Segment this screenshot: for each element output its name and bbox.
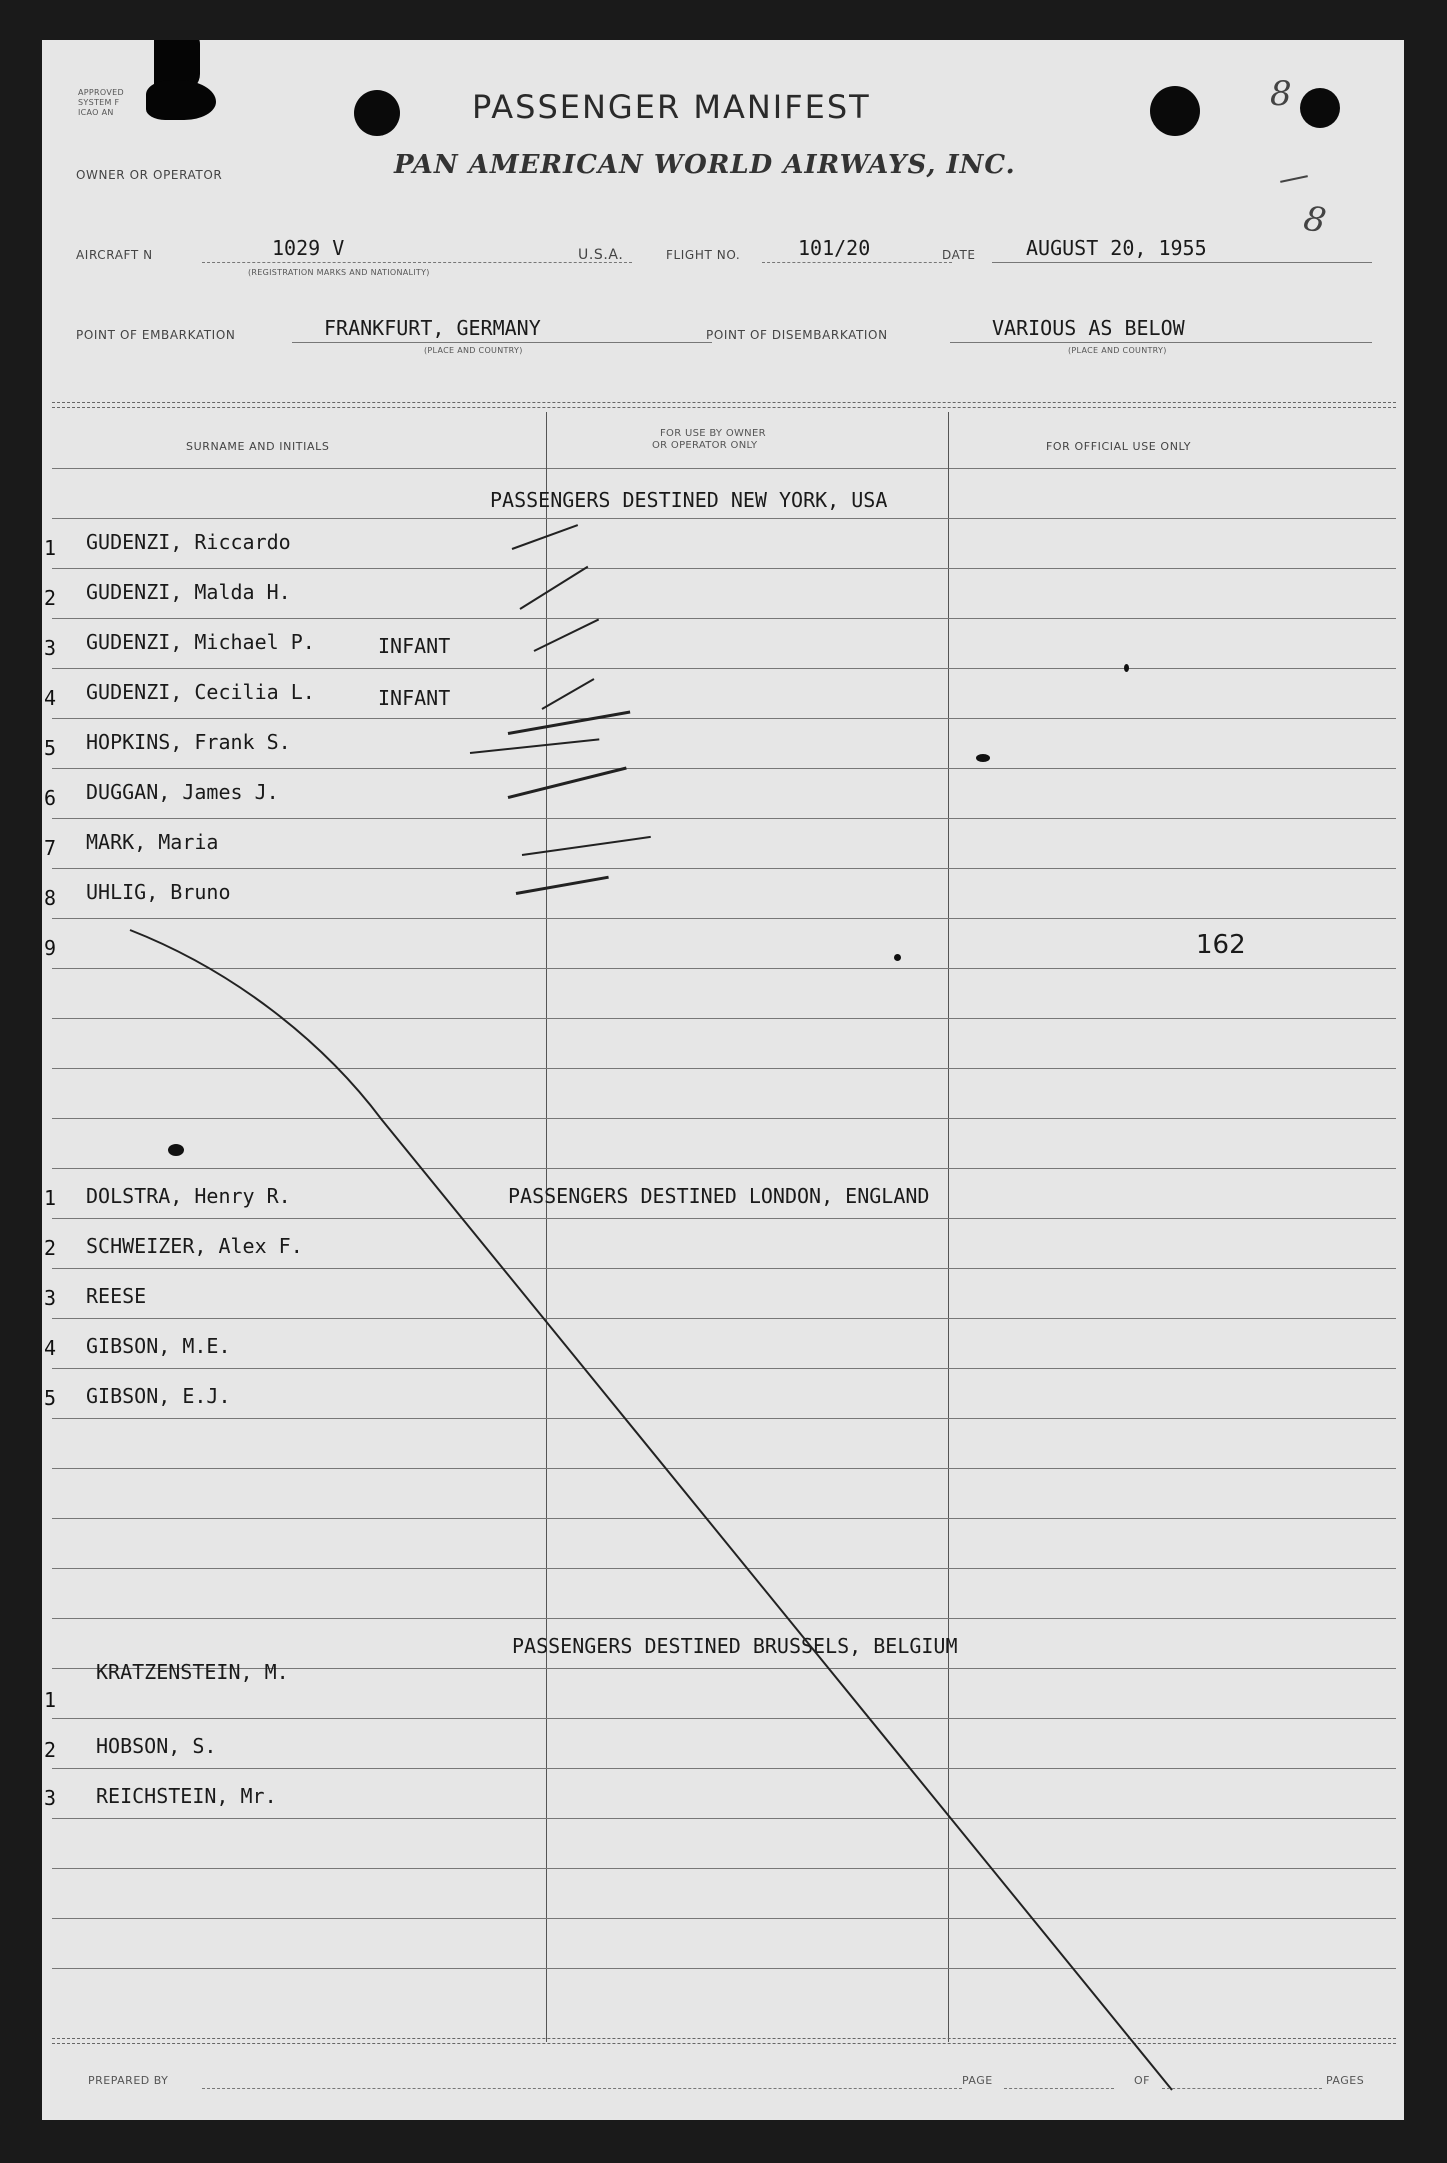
row-number: 6 [44,786,57,810]
flight-date: AUGUST 20, 1955 [1026,236,1207,260]
passenger-name: REESE [86,1284,147,1308]
page-label: PAGE [962,2074,993,2087]
embarkation-label: POINT OF EMBARKATION [76,328,236,342]
diagonal-cancel-stroke [42,40,1404,2120]
passenger-name: REICHSTEIN, Mr. [96,1784,277,1808]
of-underline [1162,2088,1322,2089]
owner-label: OWNER OR OPERATOR [76,168,223,182]
of-label: OF [1134,2074,1150,2087]
group-heading-brussels: PASSENGERS DESTINED BRUSSELS, BELGIUM [512,1634,958,1658]
aircraft-registration: 1029 V [272,236,345,260]
registration-caption: (REGISTRATION MARKS AND NATIONALITY) [248,268,430,277]
row-number: 9 [44,936,57,960]
row-number: 7 [44,836,57,860]
disembarkation-label: POINT OF DISEMBARKATION [706,328,888,342]
column-official-use: FOR OFFICIAL USE ONLY [1046,440,1192,453]
row-number: 3 [44,1286,57,1310]
row-number: 5 [44,736,57,760]
handwritten-page-number: 8 [1270,74,1292,114]
passenger-name: DOLSTRA, Henry R. [86,1184,291,1208]
row-number: 2 [44,1236,57,1260]
passenger-note: INFANT [378,686,451,710]
row-number: 5 [44,1386,57,1410]
passenger-name: GIBSON, E.J. [86,1384,231,1408]
owner-value: PAN AMERICAN WORLD AIRWAYS, INC. [394,150,1016,180]
flight-label: FLIGHT NO. [666,248,741,262]
corner-stamp-line: ICAO AN [78,108,114,117]
passenger-name: KRATZENSTEIN, M. [96,1660,289,1684]
passenger-name: DUGGAN, James J. [86,780,279,804]
row-number: 4 [44,686,57,710]
column-owner-use-line1: FOR USE BY OWNER [660,428,766,439]
row-number: 8 [44,886,57,910]
group-heading-new-york: PASSENGERS DESTINED NEW YORK, USA [490,488,888,512]
row-number: 4 [44,1336,57,1360]
page-underline [1004,2088,1114,2089]
disembarkation-value: VARIOUS AS BELOW [992,316,1185,340]
prepared-by-label: PREPARED BY [88,2074,169,2087]
passenger-name: HOPKINS, Frank S. [86,730,291,754]
official-note: 162 [1196,930,1246,960]
pages-label: PAGES [1326,2074,1365,2087]
page-title: PASSENGER MANIFEST [472,88,871,126]
disembarkation-caption: (PLACE AND COUNTRY) [1068,346,1167,355]
flight-number: 101/20 [798,236,871,260]
row-number: 3 [44,636,57,660]
row-number: 2 [44,586,57,610]
passenger-name: GUDENZI, Cecilia L. [86,680,315,704]
date-label: DATE [942,248,976,262]
row-number: 1 [44,1688,57,1712]
passenger-name: HOBSON, S. [96,1734,217,1758]
row-number: 3 [44,1786,57,1810]
embarkation-value: FRANKFURT, GERMANY [324,316,541,340]
row-number: 1 [44,536,57,560]
corner-stamp-line: APPROVED [78,88,124,97]
corner-stamp-line: SYSTEM F [78,98,120,107]
column-surname: SURNAME AND INITIALS [186,440,330,453]
row-number: 1 [44,1186,57,1210]
passenger-note: INFANT [378,634,451,658]
passenger-name: GUDENZI, Riccardo [86,530,291,554]
group-heading-london: PASSENGERS DESTINED LONDON, ENGLAND [508,1184,930,1208]
embarkation-caption: (PLACE AND COUNTRY) [424,346,523,355]
passenger-name: MARK, Maria [86,830,219,854]
aircraft-label: AIRCRAFT N [76,248,153,262]
passenger-name: GUDENZI, Michael P. [86,630,315,654]
passenger-name: GUDENZI, Malda H. [86,580,291,604]
row-number: 2 [44,1738,57,1762]
column-owner-use-line2: OR OPERATOR ONLY [652,440,758,451]
passenger-name: UHLIG, Bruno [86,880,231,904]
handwritten-mark: 8 [1300,198,1329,242]
passenger-name: SCHWEIZER, Alex F. [86,1234,303,1258]
manifest-page [42,40,1404,2120]
passenger-name: GIBSON, M.E. [86,1334,231,1358]
aircraft-nationality: U.S.A. [578,247,624,263]
prepared-by-underline [202,2088,962,2089]
